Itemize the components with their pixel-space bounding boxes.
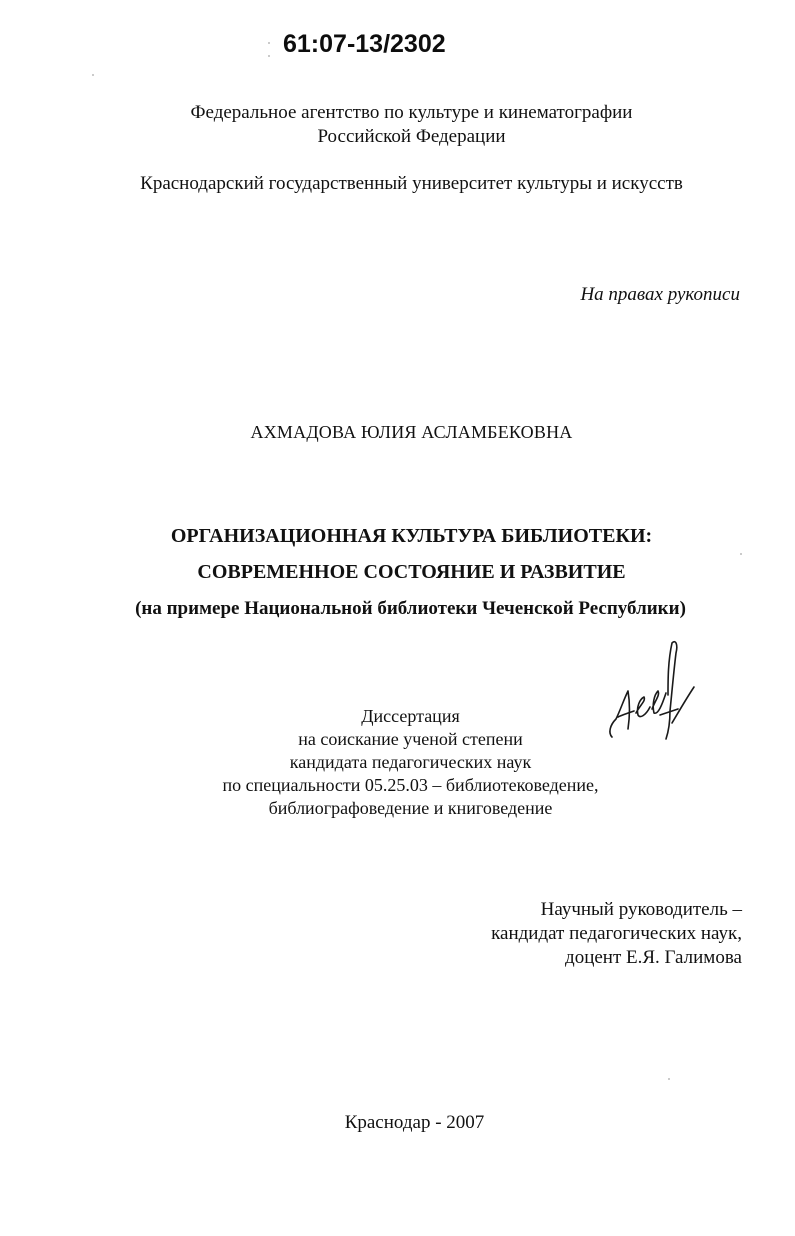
scan-speck <box>92 74 94 76</box>
title-line-2: СОВРЕМЕННОЕ СОСТОЯНИЕ И РАЗВИТИЕ <box>197 561 626 583</box>
dissertation-line-1: Диссертация <box>361 706 460 726</box>
agency-line-1: Федеральное агентство по культуре и кинематографии <box>190 102 633 123</box>
university-name: Краснодарский государственный университет культуры и искусств <box>140 173 683 194</box>
dissertation-block <box>13 705 795 820</box>
manuscript-note: На правах рукописи <box>580 284 740 305</box>
agency-block <box>14 101 795 149</box>
city-year: Краснодар - 2007 <box>344 1112 485 1133</box>
scan-speck <box>268 55 270 57</box>
author-name: АХМАДОВА ЮЛИЯ АСЛАМБЕКОВНА <box>250 422 573 442</box>
call-number: 61:07-13/2302 <box>283 30 446 58</box>
dissertation-line-5: библиографоведение и книговедение <box>268 798 553 818</box>
dissertation-line-2: на соискание ученой степени <box>298 729 523 749</box>
supervisor-line-2: кандидат педагогических наук, <box>491 923 742 944</box>
dissertation-line-3: кандидата педагогических наук <box>289 752 532 772</box>
scan-speck <box>268 42 270 44</box>
scan-speck <box>668 1078 670 1080</box>
supervisor-line-3: доцент Е.Я. Галимова <box>565 947 742 968</box>
title-line-1: ОРГАНИЗАЦИОННАЯ КУЛЬТУРА БИБЛИОТЕКИ: <box>170 525 653 547</box>
dissertation-line-4: по специальности 05.25.03 – библиотековедение, <box>222 775 599 795</box>
supervisor-block <box>491 898 742 970</box>
supervisor-line-1: Научный руководитель – <box>540 899 742 920</box>
title-subtitle: (на примере Национальной библиотеки Чеченской Республики) <box>135 598 686 619</box>
agency-line-2: Российской Федерации <box>317 126 506 147</box>
scan-speck <box>740 553 742 555</box>
